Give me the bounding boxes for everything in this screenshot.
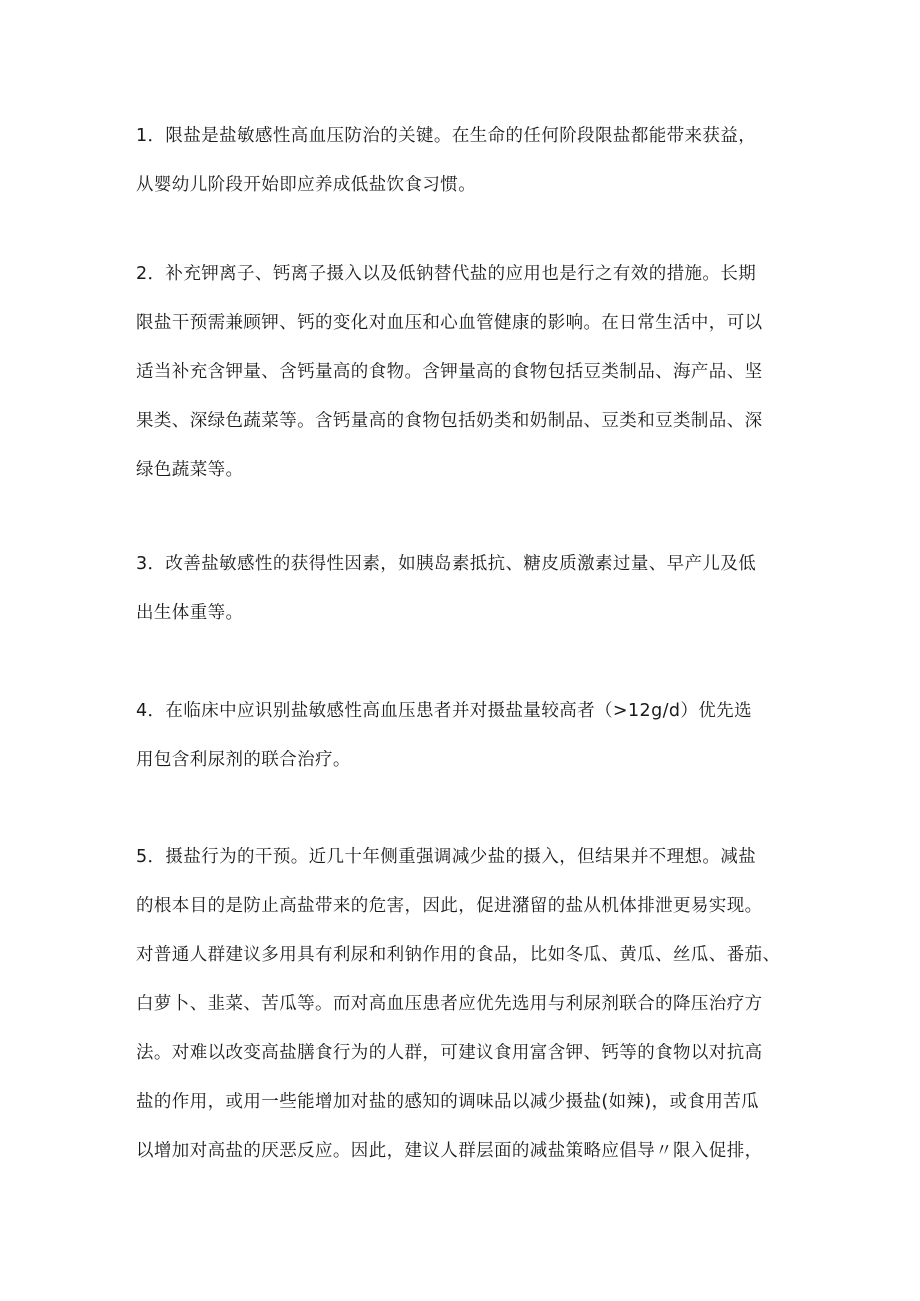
paragraph-item-2 — [136, 250, 796, 495]
paragraph-line: 5．摄盐行为的干预。近几十年侧重强调减少盐的摄入，但结果并不理想。减盐 — [136, 847, 757, 867]
paragraph-line: 限盐干预需兼顾钾、钙的变化对血压和心血管健康的影响。在日常生活中，可以 — [136, 313, 763, 333]
paragraph-line: 适当补充含钾量、含钙量高的食物。含钾量高的食物包括豆类制品、海产品、坚 — [136, 362, 763, 382]
paragraph-line: 盐的作用，或用一些能增加对盐的感知的调味品以减少摄盐(如辣)，或食用苦瓜 — [136, 1092, 760, 1112]
paragraph-line: 对普通人群建议多用具有利尿和利钠作用的食品，比如冬瓜、黄瓜、丝瓜、番茄、 — [136, 945, 781, 965]
paragraph-line: 1．限盐是盐敏感性高血压防治的关键。在生命的任何阶段限盐都能带来获益， — [136, 126, 757, 146]
paragraph-line: 果类、深绿色蔬菜等。含钙量高的食物包括奶类和奶制品、豆类和豆类制品、深 — [136, 411, 763, 431]
paragraph-item-3 — [136, 540, 796, 638]
paragraph-line: 用包含利尿剂的联合治疗。 — [136, 750, 351, 770]
paragraph-line: 2．补充钾离子、钙离子摄入以及低钠替代盐的应用也是行之有效的措施。长期 — [136, 264, 757, 284]
paragraph-line: 法。对难以改变高盐膳食行为的人群，可建议食用富含钾、钙等的食物以对抗高 — [136, 1043, 763, 1063]
paragraph-line: 4．在临床中应识别盐敏感性高血压患者并对摄盐量较高者（>12g/d）优先选 — [136, 701, 752, 721]
paragraph-item-1 — [136, 112, 796, 210]
paragraph-line: 白萝卜、韭菜、苦瓜等。而对高血压患者应优先选用与利尿剂联合的降压治疗方 — [136, 994, 763, 1014]
paragraph-line: 的根本目的是防止高盐带来的危害，因此，促进潴留的盐从机体排泄更易实现。 — [136, 896, 763, 916]
paragraph-line: 绿色蔬菜等。 — [136, 460, 244, 480]
paragraph-line: 从婴幼儿阶段开始即应养成低盐饮食习惯。 — [136, 175, 477, 195]
paragraph-line: 3．改善盐敏感性的获得性因素，如胰岛素抵抗、糖皮质激素过量、早产儿及低 — [136, 554, 757, 574]
paragraph-item-4 — [136, 687, 796, 785]
paragraph-line: 以增加对高盐的厌恶反应。因此，建议人群层面的减盐策略应倡导〃限入促排， — [136, 1141, 763, 1161]
paragraph-line: 出生体重等。 — [136, 603, 244, 623]
paragraph-item-5 — [136, 833, 796, 1176]
